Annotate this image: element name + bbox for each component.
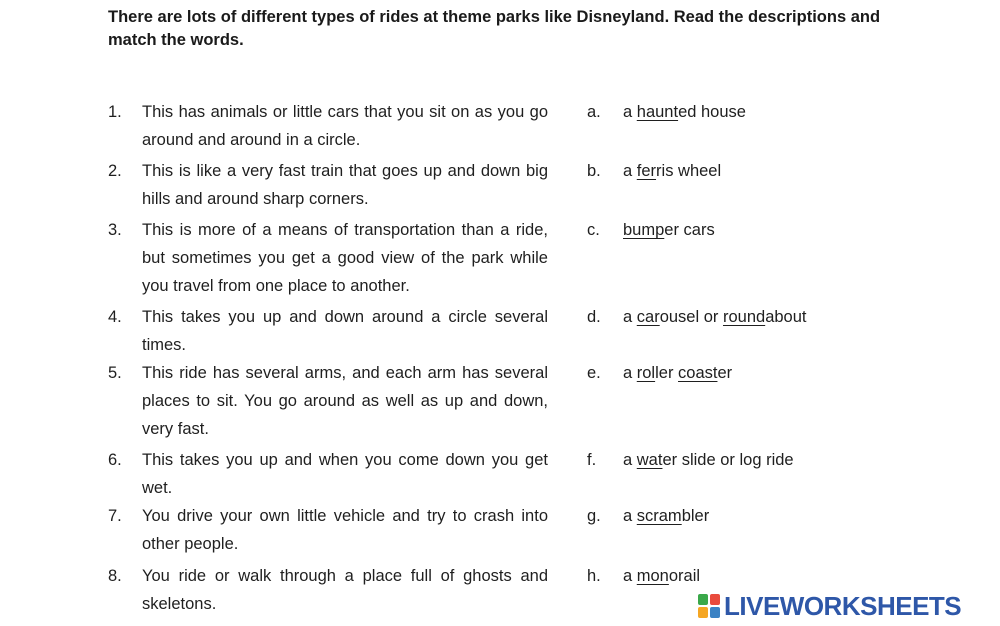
answer-option bbox=[623, 446, 794, 474]
item-description: You drive your own little vehicle and try to crash into other people. bbox=[142, 507, 548, 553]
stressed-syllable: haunt bbox=[636, 103, 679, 121]
item-description: This is more of a means of transportation than a ride, but sometimes you get a good view of the park while you travel from one place to another. bbox=[142, 221, 548, 295]
answer-text: a bbox=[623, 567, 637, 585]
answer-text: ler bbox=[655, 364, 679, 382]
item-description: This ride has several arms, and each arm has several places to sit. You go around as well as up and down, very fast. bbox=[142, 364, 548, 438]
item-description: This has animals or little cars that you sit on as you go around and around in a circle. bbox=[142, 103, 548, 149]
stressed-syllable: car bbox=[636, 308, 660, 326]
answer-text: orail bbox=[668, 567, 701, 585]
answer-letter: g. bbox=[587, 507, 601, 525]
answer-text: er cars bbox=[664, 221, 715, 239]
item-description: This takes you up and when you come down you get wet. bbox=[142, 451, 548, 497]
liveworksheets-logo-icon bbox=[698, 594, 720, 618]
stressed-syllable: coast bbox=[678, 364, 718, 382]
answer-text: a bbox=[623, 308, 637, 326]
answer-text: a bbox=[623, 451, 637, 469]
stressed-syllable: scram bbox=[636, 507, 682, 525]
answer-option bbox=[623, 157, 721, 185]
answer-letter: b. bbox=[587, 162, 601, 180]
stressed-syllable: round bbox=[722, 308, 766, 326]
answer-option bbox=[623, 98, 746, 126]
logo-square-blue bbox=[710, 607, 720, 618]
logo-text: LIVEWORKSHEETS bbox=[724, 590, 962, 621]
instructions: There are lots of different types of rides at theme parks like Disneyland. Read the descriptions and match the words. bbox=[108, 8, 881, 49]
answer-text: er slide or log ride bbox=[662, 451, 794, 469]
item-description: This takes you up and down around a circle several times. bbox=[142, 308, 548, 354]
answer-text: ris wheel bbox=[656, 162, 722, 180]
item-number: 4. bbox=[108, 308, 122, 326]
liveworksheets-logo bbox=[698, 591, 961, 621]
item-number: 2. bbox=[108, 162, 122, 180]
answer-text: a bbox=[623, 364, 637, 382]
answer-option bbox=[623, 303, 806, 331]
item-number: 6. bbox=[108, 451, 122, 469]
answer-option bbox=[623, 562, 700, 590]
answer-text: about bbox=[765, 308, 807, 326]
answer-letter: h. bbox=[587, 567, 601, 585]
answer-text: ed house bbox=[678, 103, 746, 121]
item-number: 7. bbox=[108, 507, 122, 525]
answer-text: a bbox=[623, 507, 637, 525]
item-number: 5. bbox=[108, 364, 122, 382]
stressed-syllable: wat bbox=[636, 451, 663, 469]
answer-letter: c. bbox=[587, 221, 600, 239]
item-number: 3. bbox=[108, 221, 122, 239]
item-number: 8. bbox=[108, 567, 122, 585]
answer-letter: f. bbox=[587, 451, 597, 469]
answer-letter: a. bbox=[587, 103, 601, 121]
answer-text: bler bbox=[681, 507, 710, 525]
item-description: This is like a very fast train that goes up and down big hills and around sharp corners. bbox=[142, 162, 548, 208]
stressed-syllable: bump bbox=[623, 221, 665, 239]
answer-option bbox=[623, 216, 715, 244]
answer-text: ousel or bbox=[659, 308, 723, 326]
answer-text: a bbox=[623, 162, 637, 180]
answer-letter: d. bbox=[587, 308, 601, 326]
logo-square-green bbox=[698, 594, 708, 605]
logo-square-red bbox=[710, 594, 720, 605]
stressed-syllable: fer bbox=[636, 162, 657, 180]
item-description: You ride or walk through a place full of ghosts and skeletons. bbox=[142, 567, 548, 613]
answer-option bbox=[623, 502, 709, 530]
answer-letter: e. bbox=[587, 364, 601, 382]
answer-option bbox=[623, 359, 732, 387]
answer-text: a bbox=[623, 103, 637, 121]
logo-square-yellow bbox=[698, 607, 708, 618]
stressed-syllable: rol bbox=[636, 364, 656, 382]
item-number: 1. bbox=[108, 103, 122, 121]
stressed-syllable: mon bbox=[636, 567, 669, 585]
answer-text: er bbox=[717, 364, 733, 382]
